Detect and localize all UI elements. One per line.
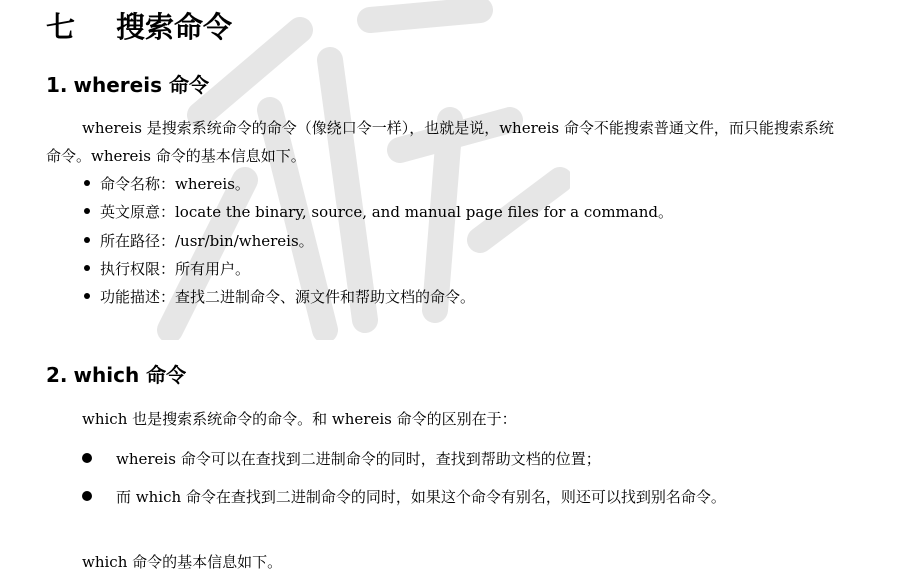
bullet-icon <box>84 237 90 243</box>
bullet-icon <box>84 180 90 186</box>
section2-number: 2. <box>46 363 68 387</box>
chapter-heading <box>46 8 232 46</box>
list-item: 英文原意：locate the binary, source, and manual page files for a command。 <box>84 200 673 224</box>
bullet-icon <box>82 491 92 501</box>
section1-intro: whereis 是搜索系统命令的命令（像绕口令一样），也就是说，whereis 命令不能搜索普通文件，而只能搜索系统命令。whereis 命令的基本信息如下。 <box>46 119 834 165</box>
section1-heading <box>46 71 209 99</box>
section2-outro: which 命令的基本信息如下。 <box>82 553 283 571</box>
list-item: whereis 命令可以在查找到二进制命令的同时，查找到帮助文档的位置； <box>82 447 601 471</box>
bullet-icon <box>84 265 90 271</box>
chapter-title: 搜索命令 <box>116 10 233 44</box>
chapter-number: 七 <box>46 10 76 44</box>
section2-title: which 命令 <box>73 363 187 387</box>
section1-number: 1. <box>46 73 68 97</box>
bullet-icon <box>84 208 90 214</box>
section2-intro: which 也是搜索系统命令的命令。和 whereis 命令的区别在于： <box>82 410 517 428</box>
list-item: 命令名称：whereis。 <box>84 172 250 196</box>
list-item: 功能描述：查找二进制命令、源文件和帮助文档的命令。 <box>84 285 475 309</box>
section2-heading <box>46 361 186 389</box>
section1-title: whereis 命令 <box>73 73 209 97</box>
list-item: 执行权限：所有用户。 <box>84 257 250 281</box>
list-item: 而 which 命令在查找到二进制命令的同时，如果这个命令有别名，则还可以找到别名命令。 <box>82 485 726 509</box>
bullet-icon <box>82 453 92 463</box>
list-item: 所在路径：/usr/bin/whereis。 <box>84 229 314 253</box>
bullet-icon <box>84 293 90 299</box>
